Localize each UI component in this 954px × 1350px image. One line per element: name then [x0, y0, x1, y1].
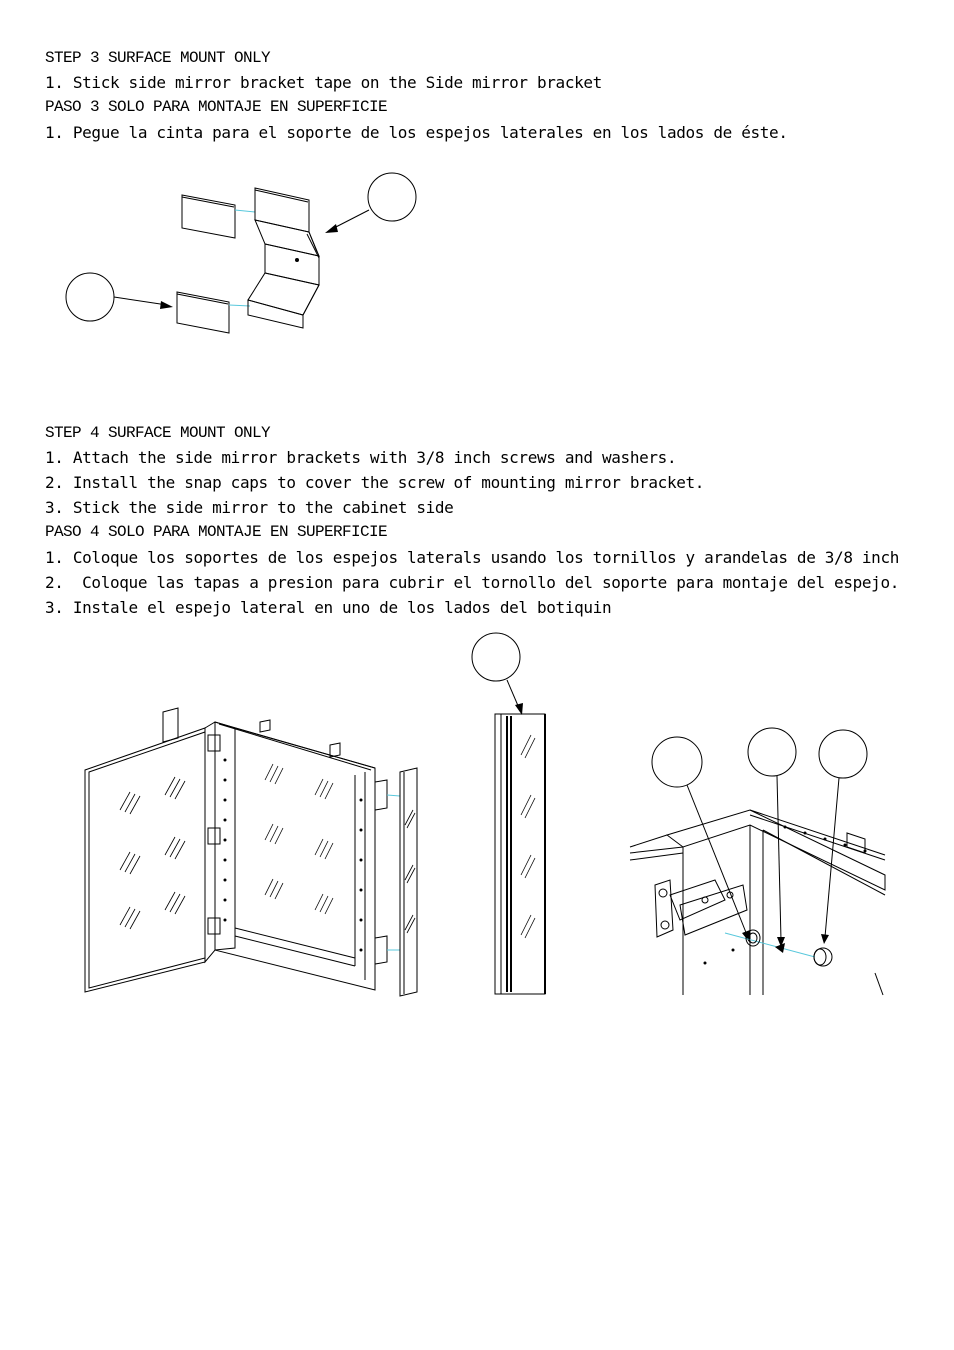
step4-hinge-detail-figure	[625, 725, 890, 1000]
step3-instruction-en-1: 1. Stick side mirror bracket tape on the Side mirror bracket	[45, 73, 602, 92]
callout-bracket	[325, 173, 416, 233]
step4-instruction-en-2: 2. Install the snap caps to cover the screw of mounting mirror bracket.	[45, 473, 705, 492]
step4-instruction-es-1: 1. Coloque los soportes de los espejos laterals usando los tornillos y arandelas de 3/8 inch	[45, 548, 900, 567]
lower-tape-strip	[177, 292, 229, 333]
side-mirror-bracket	[248, 188, 319, 328]
side-mirror-panel	[400, 768, 417, 996]
callout-tape	[66, 273, 173, 321]
step4-heading-es: PASO 4 SOLO PARA MONTAJE EN SUPERFICIE	[45, 523, 388, 541]
step3-instruction-es-1: 1. Pegue la cinta para el soporte de los espejos laterales en los lados de éste.	[45, 123, 788, 142]
side-mirror-profile	[495, 714, 545, 994]
callout-side-mirror	[472, 633, 523, 715]
step4-side-mirror-profile-figure	[465, 630, 555, 1000]
callout-screw	[748, 728, 796, 947]
callout-screw-washer	[652, 737, 750, 943]
step3-heading-en: STEP 3 SURFACE MOUNT ONLY	[45, 49, 271, 67]
step4-cabinet-assembly-figure	[75, 700, 425, 1000]
step4-instruction-en-3: 3. Stick the side mirror to the cabinet side	[45, 498, 454, 517]
step3-bracket-tape-figure	[55, 160, 435, 350]
hinge	[655, 880, 747, 937]
step3-heading-es: PASO 3 SOLO PARA MONTAJE EN SUPERFICIE	[45, 98, 388, 116]
washer-and-screw	[725, 930, 815, 957]
step4-instruction-en-1: 1. Attach the side mirror brackets with 3/8 inch screws and washers.	[45, 448, 677, 467]
cabinet-door-mirror	[85, 728, 205, 992]
cabinet-body	[205, 720, 375, 990]
step4-instruction-es-3: 3. Instale el espejo lateral en uno de los lados del botiquin	[45, 598, 612, 617]
cabinet-frame-detail	[630, 810, 885, 995]
snap-cap	[814, 948, 832, 966]
step4-instruction-es-2: 2. Coloque las tapas a presion para cubrir el tornollo del soporte para montaje del espejo.	[45, 573, 900, 592]
upper-tape-strip	[182, 195, 235, 238]
step4-heading-en: STEP 4 SURFACE MOUNT ONLY	[45, 424, 271, 442]
